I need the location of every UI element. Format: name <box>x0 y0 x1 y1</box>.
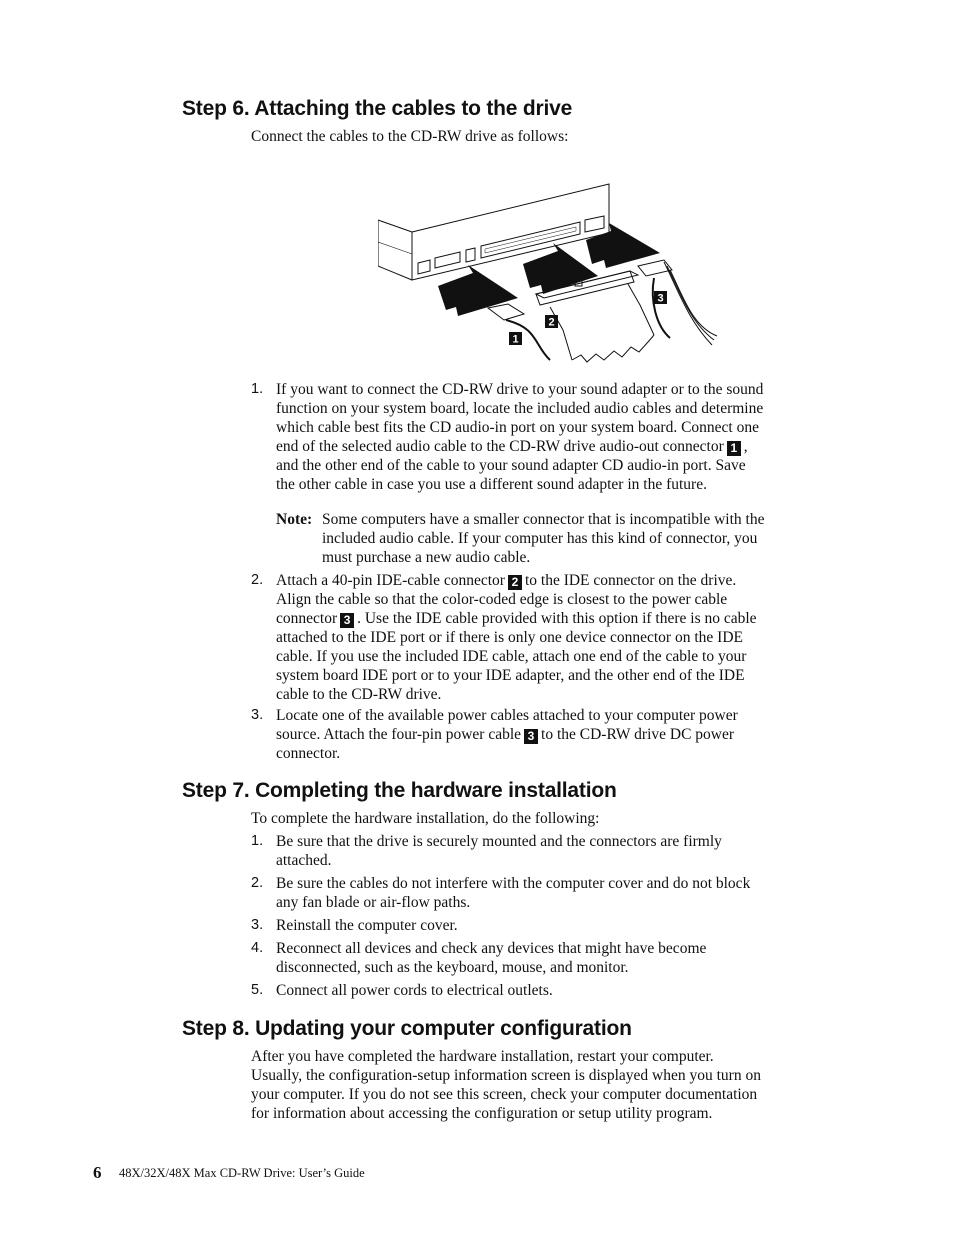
step6-intro: Connect the cables to the CD-RW drive as follows: <box>251 128 569 145</box>
text-line <box>276 725 842 744</box>
figure-callout-2 <box>545 315 558 329</box>
text-line: Reconnect all devices and check any devices that might have become <box>276 940 707 957</box>
note-text <box>322 510 764 567</box>
step7-item-1 <box>276 832 842 870</box>
step7-item-3 <box>276 916 842 935</box>
text-segment: which cable best fits the CD audio-in port on your system board. Connect one <box>276 419 759 436</box>
svg-text:1: 1 <box>512 333 519 346</box>
step6-item-1-number: 1. <box>251 381 264 397</box>
callout-badge: 3 <box>524 729 538 744</box>
step7-item-4-number: 4. <box>251 940 264 956</box>
text-segment: and the other end of the cable to your sound adapter CD audio-in port. Save <box>276 457 746 474</box>
text-segment: to the IDE connector on the drive. <box>524 572 737 589</box>
step7-item-5-number: 5. <box>251 982 264 998</box>
callout-badge: 3 <box>340 613 354 628</box>
text-line <box>276 647 842 666</box>
step8-paragraph <box>251 1047 841 1123</box>
step6-item-3-number: 3. <box>251 707 264 723</box>
text-line <box>276 685 842 704</box>
step6-item-1 <box>276 380 842 494</box>
text-line <box>276 706 842 725</box>
step6-item-2-number: 2. <box>251 572 264 588</box>
text-line <box>276 744 842 763</box>
text-line: Usually, the configuration-setup information screen is displayed when you turn on <box>251 1067 761 1084</box>
text-segment: connector <box>276 610 338 627</box>
text-segment: If you want to connect the CD-RW drive to your sound adapter or to the sound <box>276 381 764 398</box>
footer-title: 48X/32X/48X Max CD-RW Drive: User’s Guide <box>119 1166 365 1180</box>
text-segment: . Use the IDE cable provided with this option if there is no cable <box>357 610 757 627</box>
step7-item-2 <box>276 874 842 912</box>
text-line: Be sure that the drive is securely mounted and the connectors are firmly <box>276 833 722 850</box>
text-line: included audio cable. If your computer has this kind of connector, you <box>322 530 758 547</box>
step7-item-2-number: 2. <box>251 875 264 891</box>
text-segment: the other cable in case you use a different sound adapter in the future. <box>276 476 707 493</box>
text-segment: end of the selected audio cable to the CD-RW drive audio-out connector <box>276 438 724 455</box>
text-line: your computer. If you do not see this screen, check your computer documentation <box>251 1086 758 1103</box>
figure-callout-3 <box>654 291 667 305</box>
page-number: 6 <box>93 1163 102 1182</box>
step7-heading: Step 7. Completing the hardware installation <box>182 779 617 802</box>
step7-item-5 <box>276 981 842 1000</box>
text-line: Reinstall the computer cover. <box>276 917 458 934</box>
step7-item-4 <box>276 939 842 977</box>
text-segment: Attach a 40-pin IDE-cable connector <box>276 572 505 589</box>
step6-item-2 <box>276 571 842 704</box>
text-line <box>276 399 842 418</box>
text-line: for information about accessing the configuration or setup utility program. <box>251 1105 713 1122</box>
text-segment: cable to the CD-RW drive. <box>276 686 442 703</box>
step7-item-1-number: 1. <box>251 833 264 849</box>
figure-callout-1 <box>509 332 522 346</box>
text-line <box>276 418 842 437</box>
text-line: disconnected, such as the keyboard, mouse, and monitor. <box>276 959 629 976</box>
text-segment: Align the cable so that the color-coded edge is closest to the power cable <box>276 591 728 608</box>
text-line <box>276 609 842 628</box>
step6-heading: Step 6. Attaching the cables to the drive <box>182 97 573 120</box>
callout-badge: 1 <box>727 441 741 456</box>
text-line <box>276 571 842 590</box>
text-line <box>276 475 842 494</box>
callout-badge: 2 <box>508 575 522 590</box>
text-segment: system board IDE port or to your IDE adapter, and the other end of the IDE <box>276 667 745 684</box>
step7-intro: To complete the hardware installation, do the following: <box>251 810 600 827</box>
text-line <box>276 437 842 456</box>
text-line: any fan blade or air-flow paths. <box>276 894 471 911</box>
text-segment: connector. <box>276 745 341 762</box>
text-segment: function on your system board, locate the included audio cables and determine <box>276 400 764 417</box>
text-segment: Locate one of the available power cables attached to your computer power <box>276 707 738 724</box>
step6-item-3 <box>276 706 842 763</box>
text-line: Some computers have a smaller connector that is incompatible with the <box>322 511 765 528</box>
text-segment: , <box>743 438 748 455</box>
text-line: After you have completed the hardware installation, restart your computer. <box>251 1048 714 1065</box>
svg-text:2: 2 <box>548 316 555 329</box>
step8-heading: Step 8. Updating your computer configuration <box>182 1017 632 1040</box>
text-line: attached. <box>276 852 332 869</box>
text-line <box>276 380 842 399</box>
text-segment: source. Attach the four-pin power cable <box>276 726 522 743</box>
text-segment: cable. If you use the included IDE cable, attach one end of the cable to your <box>276 648 747 665</box>
step7-item-3-number: 3. <box>251 917 264 933</box>
text-line: Connect all power cords to electrical outlets. <box>276 982 553 999</box>
text-line: must purchase a new audio cable. <box>322 549 531 566</box>
text-line <box>276 628 842 647</box>
text-line: Be sure the cables do not interfere with the computer cover and do not block <box>276 875 751 892</box>
text-line <box>276 590 842 609</box>
text-segment: to the CD-RW drive DC power <box>541 726 735 743</box>
note-label: Note: <box>276 511 313 528</box>
cable-connection-diagram <box>378 180 718 370</box>
text-line <box>276 666 842 685</box>
text-segment: attached to the IDE port or if there is only one device connector on the IDE <box>276 629 743 646</box>
svg-text:3: 3 <box>657 292 664 305</box>
text-line <box>276 456 842 475</box>
